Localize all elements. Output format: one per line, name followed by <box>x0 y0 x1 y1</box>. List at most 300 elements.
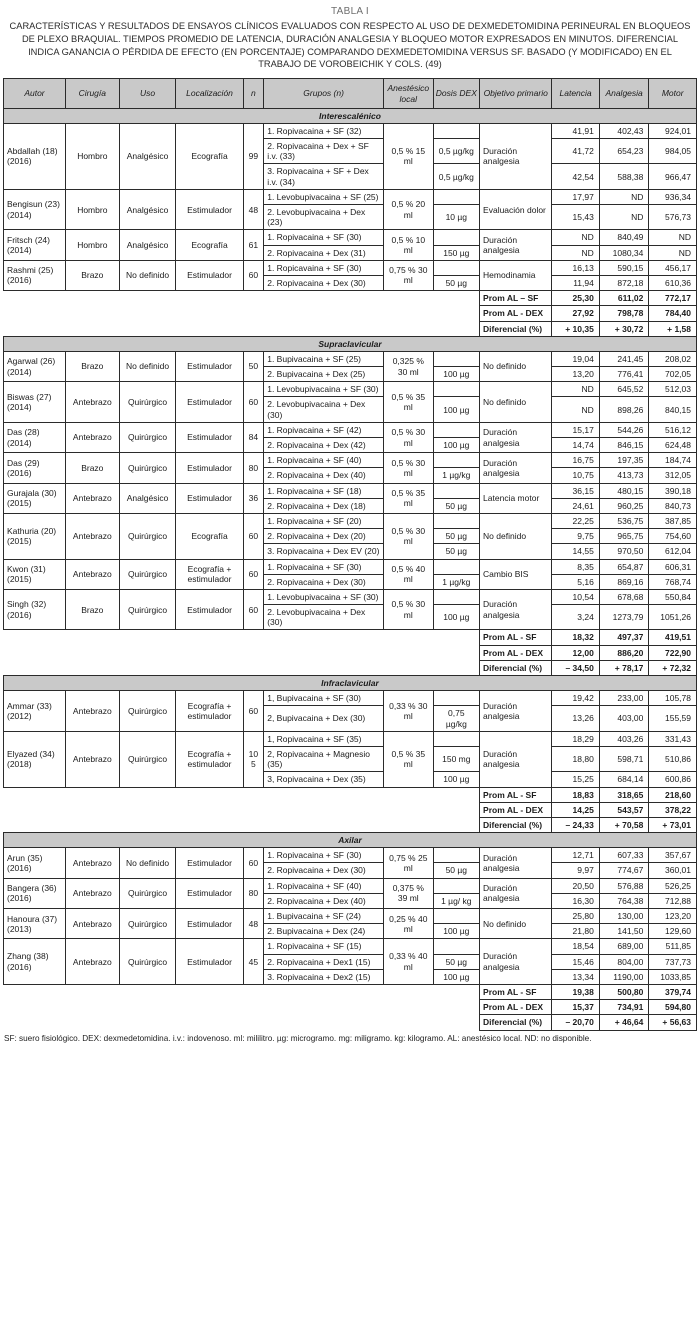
cell-objetivo: Duración analgesia <box>480 589 552 630</box>
cell-analgesia: 241,45 <box>599 351 649 366</box>
cell-dosis <box>433 189 479 204</box>
cell-latencia: 16,13 <box>552 260 600 275</box>
summary-motor: 722,90 <box>649 645 697 660</box>
cell-grupo: 2, Bupivacaina + Dex (30) <box>264 706 384 731</box>
cell-anestesico: 0,5 % 35 ml <box>384 382 434 423</box>
cell-cirugia: Hombro <box>65 230 119 260</box>
cell-motor: 331,43 <box>649 731 697 746</box>
cell-cirugia: Antebrazo <box>65 939 119 985</box>
cell-latencia: 36,15 <box>552 483 600 498</box>
table-body <box>4 108 697 1030</box>
cell-analgesia: 536,75 <box>599 513 649 528</box>
cell-latencia: 3,24 <box>552 605 600 630</box>
cell-anestesico: 0,5 % 30 ml <box>384 513 434 559</box>
cell-motor: 511,85 <box>649 939 697 954</box>
study-row <box>4 909 697 924</box>
cell-motor: 612,04 <box>649 544 697 559</box>
cell-localizacion: Estimulador <box>176 382 243 423</box>
cell-objetivo: Duración analgesia <box>480 422 552 452</box>
cell-cirugia: Brazo <box>65 260 119 290</box>
cell-objetivo: Duración analgesia <box>480 848 552 878</box>
cell-latencia: 17,97 <box>552 189 600 204</box>
column-header: Dosis DEX <box>433 79 479 108</box>
study-row <box>4 559 697 574</box>
cell-n: 61 <box>243 230 264 260</box>
cell-motor: 768,74 <box>649 574 697 589</box>
cell-cirugia: Antebrazo <box>65 382 119 423</box>
cell-latencia: 19,42 <box>552 691 600 706</box>
cell-motor: 526,25 <box>649 878 697 893</box>
cell-dosis: 50 µg <box>433 863 479 878</box>
summary-label: Prom AL - DEX <box>480 645 552 660</box>
cell-latencia: 12,71 <box>552 848 600 863</box>
cell-n: 60 <box>243 559 264 589</box>
summary-label: Prom AL - DEX <box>480 802 552 817</box>
cell-analgesia: 233,00 <box>599 691 649 706</box>
cell-latencia: 41,91 <box>552 123 600 138</box>
cell-motor: 737,73 <box>649 954 697 969</box>
cell-grupo: 2, Ropivacaina + Magnesio (35) <box>264 746 384 771</box>
cell-analgesia: 774,67 <box>599 863 649 878</box>
cell-latencia: 22,25 <box>552 513 600 528</box>
cell-anestesico: 0,375 % 39 ml <box>384 878 434 908</box>
cell-cirugia: Antebrazo <box>65 513 119 559</box>
cell-motor: 1033,85 <box>649 969 697 984</box>
cell-grupo: 1. Ropivacaina + SF (32) <box>264 123 384 138</box>
cell-localizacion: Estimulador <box>176 351 243 381</box>
summary-row <box>4 321 697 336</box>
summary-spacer <box>4 1015 480 1030</box>
summary-latencia: 27,92 <box>552 306 600 321</box>
cell-grupo: 1. Ropivacaina + SF (18) <box>264 483 384 498</box>
cell-localizacion: Estimulador <box>176 483 243 513</box>
summary-latencia: 19,38 <box>552 984 600 999</box>
cell-latencia: 9,75 <box>552 529 600 544</box>
cell-latencia: 19,04 <box>552 351 600 366</box>
cell-cirugia: Brazo <box>65 589 119 630</box>
cell-dosis <box>433 559 479 574</box>
cell-autor: Kathuria (20) (2015) <box>4 513 66 559</box>
summary-latencia: 12,00 <box>552 645 600 660</box>
summary-row <box>4 984 697 999</box>
summary-analgesia: 734,91 <box>599 1000 649 1015</box>
cell-localizacion: Estimulador <box>176 422 243 452</box>
cell-objetivo: Duración analgesia <box>480 453 552 483</box>
cell-anestesico: 0,5 % 10 ml <box>384 230 434 260</box>
cell-dosis: 100 µg <box>433 605 479 630</box>
cell-uso: Analgésico <box>119 123 176 189</box>
cell-grupo: 1. Ropicavaina + SF (30) <box>264 260 384 275</box>
cell-motor: 387,85 <box>649 513 697 528</box>
cell-analgesia: 402,43 <box>599 123 649 138</box>
cell-localizacion: Ecografía + estimulador <box>176 731 243 787</box>
cell-analgesia: 403,26 <box>599 731 649 746</box>
summary-latencia: – 34,50 <box>552 660 600 675</box>
cell-autor: Zhang (38) (2016) <box>4 939 66 985</box>
summary-analgesia: 318,65 <box>599 787 649 802</box>
section-title: Axilar <box>4 833 697 848</box>
cell-autor: Biswas (27) (2014) <box>4 382 66 423</box>
summary-spacer <box>4 1000 480 1015</box>
column-header: Autor <box>4 79 66 108</box>
cell-n: 36 <box>243 483 264 513</box>
summary-row <box>4 291 697 306</box>
cell-motor: 512,03 <box>649 382 697 397</box>
summary-analgesia: 543,57 <box>599 802 649 817</box>
column-header: Localización <box>176 79 243 108</box>
cell-latencia: 15,43 <box>552 205 600 230</box>
cell-motor: 966,47 <box>649 164 697 189</box>
cell-autor: Rashmi (25) (2016) <box>4 260 66 290</box>
cell-motor: 390,18 <box>649 483 697 498</box>
cell-uso: Quirúrgico <box>119 589 176 630</box>
cell-anestesico: 0,5 % 40 ml <box>384 559 434 589</box>
study-row <box>4 351 697 366</box>
cell-latencia: 16,30 <box>552 893 600 908</box>
summary-latencia: 25,30 <box>552 291 600 306</box>
cell-grupo: 2. Ropivacaina + Dex (20) <box>264 529 384 544</box>
cell-objetivo: Duración analgesia <box>480 230 552 260</box>
cell-grupo: 1, Ropivacaina + SF (35) <box>264 731 384 746</box>
study-row <box>4 513 697 528</box>
cell-dosis <box>433 422 479 437</box>
cell-grupo: 2. Levobupivacaina + Dex (23) <box>264 205 384 230</box>
cell-dosis <box>433 939 479 954</box>
cell-grupo: 1. Bupivacaina + SF (25) <box>264 351 384 366</box>
cell-localizacion: Estimulador <box>176 189 243 230</box>
cell-grupo: 2. Bupivacaina + Dex (24) <box>264 924 384 939</box>
summary-row <box>4 645 697 660</box>
cell-uso: Analgésico <box>119 189 176 230</box>
cell-dosis: 150 µg <box>433 245 479 260</box>
cell-motor: 510,86 <box>649 746 697 771</box>
cell-uso: Quirúrgico <box>119 731 176 787</box>
cell-dosis: 100 µg <box>433 924 479 939</box>
cell-dosis: 0,5 µg/kg <box>433 164 479 189</box>
cell-dosis <box>433 691 479 706</box>
cell-analgesia: 689,00 <box>599 939 649 954</box>
cell-latencia: 14,74 <box>552 438 600 453</box>
cell-n: 80 <box>243 453 264 483</box>
cell-uso: Quirúrgico <box>119 382 176 423</box>
cell-autor: Singh (32) (2016) <box>4 589 66 630</box>
section-title: Interescalénico <box>4 108 697 123</box>
cell-latencia: 15,17 <box>552 422 600 437</box>
cell-analgesia: 1080,34 <box>599 245 649 260</box>
cell-analgesia: 872,18 <box>599 275 649 290</box>
cell-analgesia: 403,00 <box>599 706 649 731</box>
summary-latencia: + 10,35 <box>552 321 600 336</box>
cell-grupo: 1. Ropivacaina + SF (30) <box>264 230 384 245</box>
cell-analgesia: 654,23 <box>599 139 649 164</box>
cell-cirugia: Hombro <box>65 189 119 230</box>
cell-grupo: 1. Ropivacaina + SF (30) <box>264 848 384 863</box>
summary-spacer <box>4 645 480 660</box>
cell-anestesico: 0,5 % 20 ml <box>384 189 434 230</box>
cell-cirugia: Antebrazo <box>65 422 119 452</box>
section-row <box>4 676 697 691</box>
summary-label: Diferencial (%) <box>480 660 552 675</box>
table-footnote: SF: suero fisiológico. DEX: dexmedetomidina. i.v.: indovenoso. ml: mililitro. µg: microgramo. mg: miligramo. kg: kilogramo. AL: anestésico local. ND: no disponible. <box>4 1033 592 1043</box>
cell-autor: Das (28) (2014) <box>4 422 66 452</box>
cell-analgesia: ND <box>599 205 649 230</box>
cell-cirugia: Antebrazo <box>65 848 119 878</box>
column-header: n <box>243 79 264 108</box>
cell-grupo: 1. Ropivacaina + SF (40) <box>264 453 384 468</box>
cell-grupo: 1. Levobupivacaina + SF (30) <box>264 382 384 397</box>
cell-motor: ND <box>649 245 697 260</box>
cell-n: 60 <box>243 260 264 290</box>
cell-autor: Elyazed (34) (2018) <box>4 731 66 787</box>
cell-motor: 606,31 <box>649 559 697 574</box>
section-row <box>4 336 697 351</box>
cell-analgesia: 480,15 <box>599 483 649 498</box>
section-title: Supraclavicular <box>4 336 697 351</box>
cell-objetivo: Hemodinamia <box>480 260 552 290</box>
cell-latencia: 20,50 <box>552 878 600 893</box>
cell-grupo: 1. Bupivacaina + SF (24) <box>264 909 384 924</box>
study-row <box>4 453 697 468</box>
cell-cirugia: Antebrazo <box>65 909 119 939</box>
summary-label: Diferencial (%) <box>480 817 552 832</box>
column-header: Motor <box>649 79 697 108</box>
cell-localizacion: Estimulador <box>176 260 243 290</box>
summary-motor: 218,60 <box>649 787 697 802</box>
cell-autor: Abdallah (18) (2016) <box>4 123 66 189</box>
column-header: Anestésico local <box>384 79 434 108</box>
cell-latencia: 18,54 <box>552 939 600 954</box>
study-row <box>4 939 697 954</box>
study-row <box>4 878 697 893</box>
cell-analgesia: 764,38 <box>599 893 649 908</box>
cell-analgesia: 654,87 <box>599 559 649 574</box>
cell-analgesia: 965,75 <box>599 529 649 544</box>
cell-n: 60 <box>243 691 264 732</box>
cell-dosis <box>433 453 479 468</box>
cell-grupo: 2. Ropivacaina + Dex (40) <box>264 893 384 908</box>
cell-autor: Kwon (31) (2015) <box>4 559 66 589</box>
cell-anestesico: 0,33 % 40 ml <box>384 939 434 985</box>
cell-latencia: 24,61 <box>552 498 600 513</box>
cell-latencia: ND <box>552 245 600 260</box>
cell-analgesia: 776,41 <box>599 367 649 382</box>
section-title: Infraclavicular <box>4 676 697 691</box>
table-head-row <box>4 79 697 108</box>
cell-cirugia: Brazo <box>65 453 119 483</box>
summary-analgesia: + 78,17 <box>599 660 649 675</box>
cell-grupo: 1. Levobupivacaina + SF (30) <box>264 589 384 604</box>
table-head <box>4 79 697 108</box>
cell-dosis <box>433 589 479 604</box>
cell-analgesia: 588,38 <box>599 164 649 189</box>
cell-uso: Quirúrgico <box>119 513 176 559</box>
cell-dosis: 100 µg <box>433 438 479 453</box>
summary-motor: + 1,58 <box>649 321 697 336</box>
study-row <box>4 260 697 275</box>
cell-n: 45 <box>243 939 264 985</box>
section-row <box>4 108 697 123</box>
cell-n: 60 <box>243 513 264 559</box>
study-row <box>4 731 697 746</box>
study-row <box>4 589 697 604</box>
summary-analgesia: + 70,58 <box>599 817 649 832</box>
summary-latencia: – 20,70 <box>552 1015 600 1030</box>
summary-row <box>4 787 697 802</box>
cell-dosis: 0,5 µg/kg <box>433 139 479 164</box>
cell-latencia: 13,20 <box>552 367 600 382</box>
column-header: Uso <box>119 79 176 108</box>
summary-analgesia: + 46,64 <box>599 1015 649 1030</box>
cell-analgesia: 684,14 <box>599 772 649 787</box>
cell-localizacion: Ecografía + estimulador <box>176 559 243 589</box>
cell-n: 60 <box>243 589 264 630</box>
cell-grupo: 2. Ropivacaina + Dex (42) <box>264 438 384 453</box>
study-row <box>4 483 697 498</box>
cell-anestesico: 0,5 % 35 ml <box>384 483 434 513</box>
cell-uso: Quirúrgico <box>119 422 176 452</box>
summary-label: Prom AL - DEX <box>480 306 552 321</box>
cell-dosis: 1 µg/ kg <box>433 893 479 908</box>
cell-grupo: 2. Levobupivacaina + Dex (30) <box>264 397 384 422</box>
cell-dosis: 100 µg <box>433 969 479 984</box>
cell-latencia: 13,26 <box>552 706 600 731</box>
cell-objetivo: No definido <box>480 382 552 423</box>
cell-objetivo: Evaluación dolor <box>480 189 552 230</box>
cell-latencia: 42,54 <box>552 164 600 189</box>
cell-dosis: 10 µg <box>433 205 479 230</box>
cell-dosis: 50 µg <box>433 498 479 513</box>
cell-dosis <box>433 909 479 924</box>
cell-motor: 155,59 <box>649 706 697 731</box>
cell-motor: 357,67 <box>649 848 697 863</box>
cell-dosis: 50 µg <box>433 529 479 544</box>
cell-autor: Gurajala (30) (2015) <box>4 483 66 513</box>
cell-analgesia: 1190,00 <box>599 969 649 984</box>
cell-n: 48 <box>243 189 264 230</box>
table-title: TABLA I <box>330 6 370 17</box>
summary-analgesia: 886,20 <box>599 645 649 660</box>
cell-analgesia: 898,26 <box>599 397 649 422</box>
cell-cirugia: Antebrazo <box>65 559 119 589</box>
cell-dosis <box>433 513 479 528</box>
cell-n: 48 <box>243 909 264 939</box>
cell-motor: 550,84 <box>649 589 697 604</box>
cell-analgesia: 645,52 <box>599 382 649 397</box>
summary-motor: 594,80 <box>649 1000 697 1015</box>
cell-latencia: ND <box>552 397 600 422</box>
summary-motor: + 72,32 <box>649 660 697 675</box>
cell-anestesico: 0,5 % 30 ml <box>384 453 434 483</box>
cell-analgesia: 869,16 <box>599 574 649 589</box>
summary-spacer <box>4 321 480 336</box>
summary-spacer <box>4 984 480 999</box>
summary-analgesia: 611,02 <box>599 291 649 306</box>
summary-motor: 772,17 <box>649 291 697 306</box>
cell-grupo: 2. Ropivacaina + Dex (30) <box>264 863 384 878</box>
cell-uso: No definido <box>119 260 176 290</box>
cell-objetivo: Duración analgesia <box>480 123 552 189</box>
cell-motor: 184,74 <box>649 453 697 468</box>
cell-dosis <box>433 382 479 397</box>
cell-dosis: 50 µg <box>433 954 479 969</box>
summary-label: Prom AL - SF <box>480 630 552 645</box>
cell-motor: 610,36 <box>649 275 697 290</box>
summary-latencia: 15,37 <box>552 1000 600 1015</box>
summary-motor: + 56,63 <box>649 1015 697 1030</box>
cell-motor: 123,20 <box>649 909 697 924</box>
cell-grupo: 2. Ropivacaina + Dex (30) <box>264 275 384 290</box>
cell-n: 80 <box>243 878 264 908</box>
summary-label: Prom AL - DEX <box>480 1000 552 1015</box>
cell-dosis <box>433 848 479 863</box>
cell-objetivo: Cambio BIS <box>480 559 552 589</box>
cell-grupo: 3. Ropivacaina + SF + Dex i.v. (34) <box>264 164 384 189</box>
cell-analgesia: 576,88 <box>599 878 649 893</box>
summary-motor: 378,22 <box>649 802 697 817</box>
summary-latencia: 18,83 <box>552 787 600 802</box>
summary-spacer <box>4 787 480 802</box>
cell-motor: 600,86 <box>649 772 697 787</box>
cell-uso: Quirúrgico <box>119 909 176 939</box>
cell-latencia: 41,72 <box>552 139 600 164</box>
cell-autor: Das (29) (2016) <box>4 453 66 483</box>
cell-motor: 105,78 <box>649 691 697 706</box>
cell-latencia: 18,29 <box>552 731 600 746</box>
cell-anestesico: 0,5 % 15 ml <box>384 123 434 189</box>
cell-motor: 840,15 <box>649 397 697 422</box>
cell-localizacion: Ecografía <box>176 513 243 559</box>
cell-motor: 1051,26 <box>649 605 697 630</box>
cell-motor: 312,05 <box>649 468 697 483</box>
cell-cirugia: Antebrazo <box>65 878 119 908</box>
summary-spacer <box>4 306 480 321</box>
summary-row <box>4 1000 697 1015</box>
cell-n: 50 <box>243 351 264 381</box>
cell-dosis <box>433 260 479 275</box>
cell-latencia: 13,34 <box>552 969 600 984</box>
cell-objetivo: No definido <box>480 513 552 559</box>
summary-label: Diferencial (%) <box>480 1015 552 1030</box>
cell-objetivo: No definido <box>480 351 552 381</box>
summary-analgesia: 497,37 <box>599 630 649 645</box>
summary-analgesia: 500,80 <box>599 984 649 999</box>
cell-localizacion: Ecografía + estimulador <box>176 691 243 732</box>
cell-localizacion: Estimulador <box>176 909 243 939</box>
cell-localizacion: Estimulador <box>176 878 243 908</box>
cell-dosis: 1 µg/kg <box>433 574 479 589</box>
cell-motor: 456,17 <box>649 260 697 275</box>
cell-motor: 984,05 <box>649 139 697 164</box>
cell-dosis: 1 µg/kg <box>433 468 479 483</box>
cell-grupo: 1. Ropivacaina + SF (40) <box>264 878 384 893</box>
summary-spacer <box>4 817 480 832</box>
cell-analgesia: 840,49 <box>599 230 649 245</box>
cell-motor: 624,48 <box>649 438 697 453</box>
cell-autor: Bengisun (23) (2014) <box>4 189 66 230</box>
summary-analgesia: + 30,72 <box>599 321 649 336</box>
summary-analgesia: 798,78 <box>599 306 649 321</box>
cell-grupo: 2. Ropivacaina + Dex + SF i.v. (33) <box>264 139 384 164</box>
study-row <box>4 691 697 706</box>
cell-grupo: 1. Ropivacaina + SF (15) <box>264 939 384 954</box>
cell-grupo: 1. Ropivacaina + SF (42) <box>264 422 384 437</box>
cell-localizacion: Estimulador <box>176 589 243 630</box>
cell-anestesico: 0,5 % 30 ml <box>384 422 434 452</box>
cell-cirugia: Antebrazo <box>65 731 119 787</box>
study-row <box>4 230 697 245</box>
cell-localizacion: Estimulador <box>176 848 243 878</box>
cell-autor: Fritsch (24) (2014) <box>4 230 66 260</box>
